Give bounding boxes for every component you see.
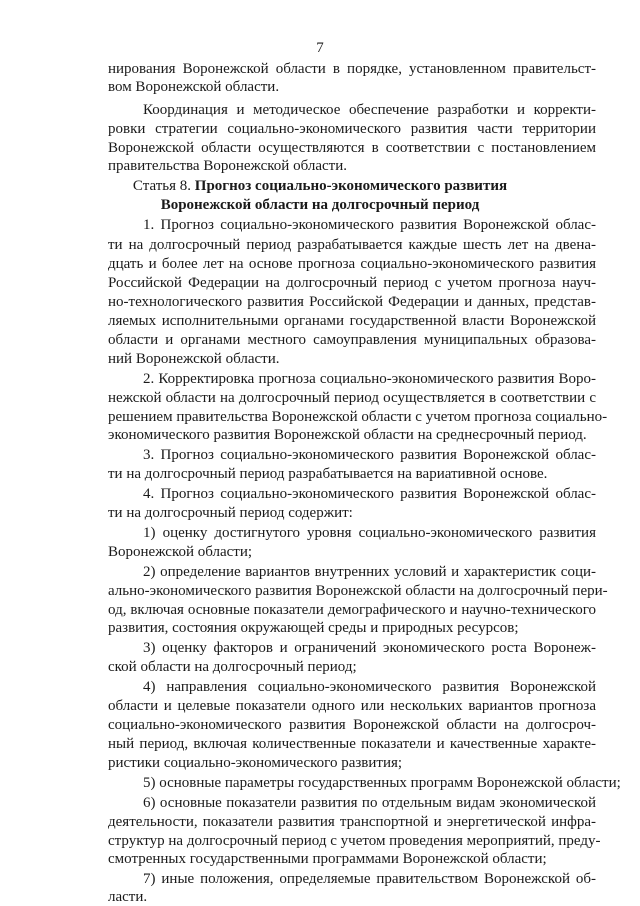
text-line: 1) оценку достигнутого уровня социально-экономического развития [143, 525, 596, 541]
text-line: ально-экономического развития Воронежской области на долгосрочный пери- [108, 583, 608, 599]
text-line: развития, состояния окружающей среды и природных ресурсов; [108, 620, 519, 636]
text-line: ний Воронежской области. [108, 351, 280, 367]
text-line: 4) направления социально-экономического развития Воронежской [143, 679, 596, 695]
text-line: ской области на долгосрочный период; [108, 659, 357, 675]
text-line: вом Воронежской области. [108, 79, 280, 95]
page-number: 7 [316, 40, 324, 56]
text-line: дцать и более лет на основе прогноза социально-экономического развития [108, 256, 596, 272]
article-heading-line-1 [0, 177, 640, 195]
text-line: 2. Корректировка прогноза социально-экономического развития Воро- [143, 371, 596, 387]
text-line: решением правительства Воронежской области с учетом прогноза социально- [108, 409, 608, 425]
article-title-line-1: Прогноз социально-экономического развития [194, 178, 508, 194]
text-line: 3. Прогноз социально-экономического развития Воронежской облас- [143, 447, 596, 463]
text-line: ти на долгосрочный период разрабатывается каждые шесть лет на двена- [108, 237, 596, 253]
text-line: области и целевые показатели одного или нескольких вариантов прогноза [108, 698, 596, 714]
text-line: 6) основные показатели развития по отдельным видам экономической [143, 795, 596, 811]
text-line: ровки стратегии социально-экономического развития части территории [108, 121, 596, 137]
text-line: деятельности, показатели развития транспортной и энергетической инфра- [108, 814, 596, 830]
text-line: 7) иные положения, определяемые правительством Воронежской об- [143, 871, 596, 887]
text-line: нежской области на долгосрочный период осуществляется в соответствии с [108, 390, 596, 406]
text-line: 4. Прогноз социально-экономического развития Воронежской облас- [143, 486, 596, 502]
text-line: правительства Воронежской области. [108, 158, 347, 174]
text-line: ристики социально-экономического развития; [108, 755, 403, 771]
article-heading-line-2 [0, 196, 640, 214]
text-line: но-технологического развития Российской Федерации и данных, представ- [108, 294, 596, 310]
text-line: экономического развития Воронежской области на среднесрочный период. [108, 427, 587, 443]
text-line: социально-экономического развития Воронежской области на долгосроч- [108, 717, 596, 733]
article-title-line-2: Воронежской области на долгосрочный период [160, 197, 480, 213]
text-line: Воронежской области; [108, 544, 253, 560]
text-line: ласти. [108, 889, 148, 905]
text-line: Координация и методическое обеспечение разработки и корректи- [143, 102, 596, 118]
text-line: ляемых исполнительными органами государственной власти Воронежской [108, 313, 596, 329]
article-label: Статья 8. [132, 178, 192, 194]
text-line: од, включая основные показатели демографического и научно-технического [108, 602, 596, 618]
text-line: 5) основные параметры государственных программ Воронежской области; [143, 775, 621, 791]
text-line: 1. Прогноз социально-экономического развития Воронежской облас- [143, 217, 596, 233]
text-line: ный период, включая количественные показатели и качественные характе- [108, 736, 596, 752]
text-line: структур на долгосрочный период с учетом проведения мероприятий, преду- [108, 833, 601, 849]
text-line: 2) определение вариантов внутренних условий и характеристик соци- [143, 564, 596, 580]
text-line: области и органами местного самоуправления муниципальных образова- [108, 332, 596, 348]
text-line: Российской Федерации на долгосрочный период с учетом прогноза науч- [108, 275, 596, 291]
text-line: смотренных государственными программами Воронежской области; [108, 851, 547, 867]
text-line: Воронежской области осуществляются в соответствии с постановлением [108, 140, 596, 156]
text-line: ти на долгосрочный период содержит: [108, 505, 353, 521]
text-line: 3) оценку факторов и ограничений экономического роста Воронеж- [143, 640, 596, 656]
text-line: нирования Воронежской области в порядке, установленном правительст- [108, 61, 596, 77]
text-line: ти на долгосрочный период разрабатывается на вариативной основе. [108, 466, 548, 482]
